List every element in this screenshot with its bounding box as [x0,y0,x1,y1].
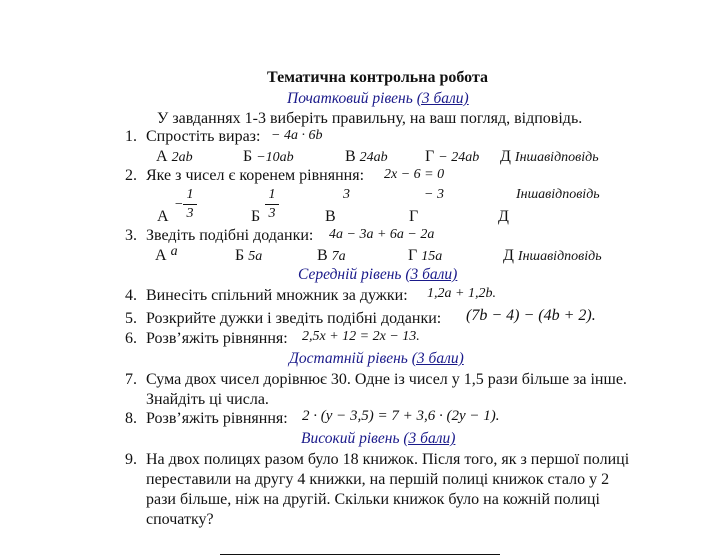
level-heading-sufficient [289,351,464,367]
q4-expression: 1,2a + 1,2b. [427,286,496,301]
bottom-divider [220,554,500,555]
q1-option-g: Г − 24ab [425,148,480,165]
level-label: Достатній рівень [289,350,408,367]
q5-number: 5. [125,310,137,327]
level-label: Високий рівень [301,430,400,447]
q2-option-d-letter: Д [498,208,509,225]
level-label: Початковий рівень [287,90,413,107]
q3-text: Зведіть подібні доданки: [146,227,314,244]
q8-text: Розв’яжіть рівняння: [146,410,288,427]
q6-number: 6. [125,330,137,347]
q5-text: Розкрийте дужки і зведіть подібні доданки: [146,310,442,327]
q8-number: 8. [125,410,137,427]
q2-option-d-value: Іншавідповідь [516,187,600,202]
q1-expression: − 4a · 6b [271,128,323,143]
q1-option-b: Б −10ab [243,148,294,165]
q7-line-1: Сума двох чисел дорівнює 30. Одне із чисел у 1,5 рази більше за інше. [146,371,627,388]
q2-number: 2. [125,167,137,184]
q2-option-v-letter: В [325,208,336,225]
q7-number: 7. [125,371,137,388]
level-label: Середній рівень [298,266,402,283]
q1-option-d: Д Іншавідповідь [500,148,599,165]
level-points: (3 бали) [405,266,458,283]
instruction-text: У завданнях 1-3 виберіть правильну, на ваш погляд, відповідь. [157,110,583,127]
q3-option-v: В 7a [317,247,346,264]
level-points: (3 бали) [403,430,456,447]
q2-expression: 2x − 6 = 0 [384,167,445,182]
q9-line-3: рази більше, ніж на другій. Скільки книжок було на кожній полиці [146,491,600,508]
q4-text: Винесіть спільний множник за дужки: [146,287,408,304]
level-heading-medium [298,267,457,283]
q9-line-4: спочатку? [146,511,214,528]
q1-option-v: В 24ab [345,148,388,165]
q1-option-a: А 2ab [156,148,193,165]
q2-text: Яке з чисел є коренем рівняння: [146,167,365,184]
q2-option-a-sign: − [174,197,184,212]
q3-option-d: Д Іншавідповідь [503,247,602,264]
level-heading-high [301,431,455,447]
q3-number: 3. [125,227,137,244]
q1-text: Спростіть вираз: [146,128,261,145]
level-points: (3 бали) [416,90,469,107]
q3-option-g: Г 15a [408,247,443,264]
q4-number: 4. [125,287,137,304]
q5-expression: (7b − 4) − (4b + 2). [466,307,596,324]
q2-option-a-fraction: 1 3 [181,188,199,221]
q3-expression: 4a − 3a + 6a − 2a [329,227,435,242]
q6-text: Розв’яжіть рівняння: [146,330,288,347]
q6-expression: 2,5x + 12 = 2x − 13. [302,329,420,344]
q9-line-1: На двох полицях разом було 18 книжок. Після того, як з першої полиці [146,451,630,468]
page-title: Тематична контрольна робота [267,69,489,86]
q2-option-b-fraction: 1 3 [263,188,281,221]
q9-line-2: переставили на другу 4 книжки, на першій полиці книжок стало у 2 [146,471,610,488]
level-points: (3 бали) [411,350,464,367]
q3-option-b: Б 5a [235,247,263,264]
q2-option-g-letter: Г [409,208,419,225]
q2-option-a-letter: А [157,208,169,225]
q1-number: 1. [125,128,137,145]
q3-option-a: А a [155,244,178,264]
q9-number: 9. [125,451,137,468]
q2-option-g-value: − 3 [424,187,444,202]
q2-option-v-value: 3 [343,187,350,202]
q2-option-b-letter: Б [251,208,261,225]
q7-line-2: Знайдіть ці числа. [146,391,269,408]
q8-expression: 2 · (y − 3,5) = 7 + 3,6 · (2y − 1). [302,408,500,424]
level-heading-initial [287,91,469,107]
